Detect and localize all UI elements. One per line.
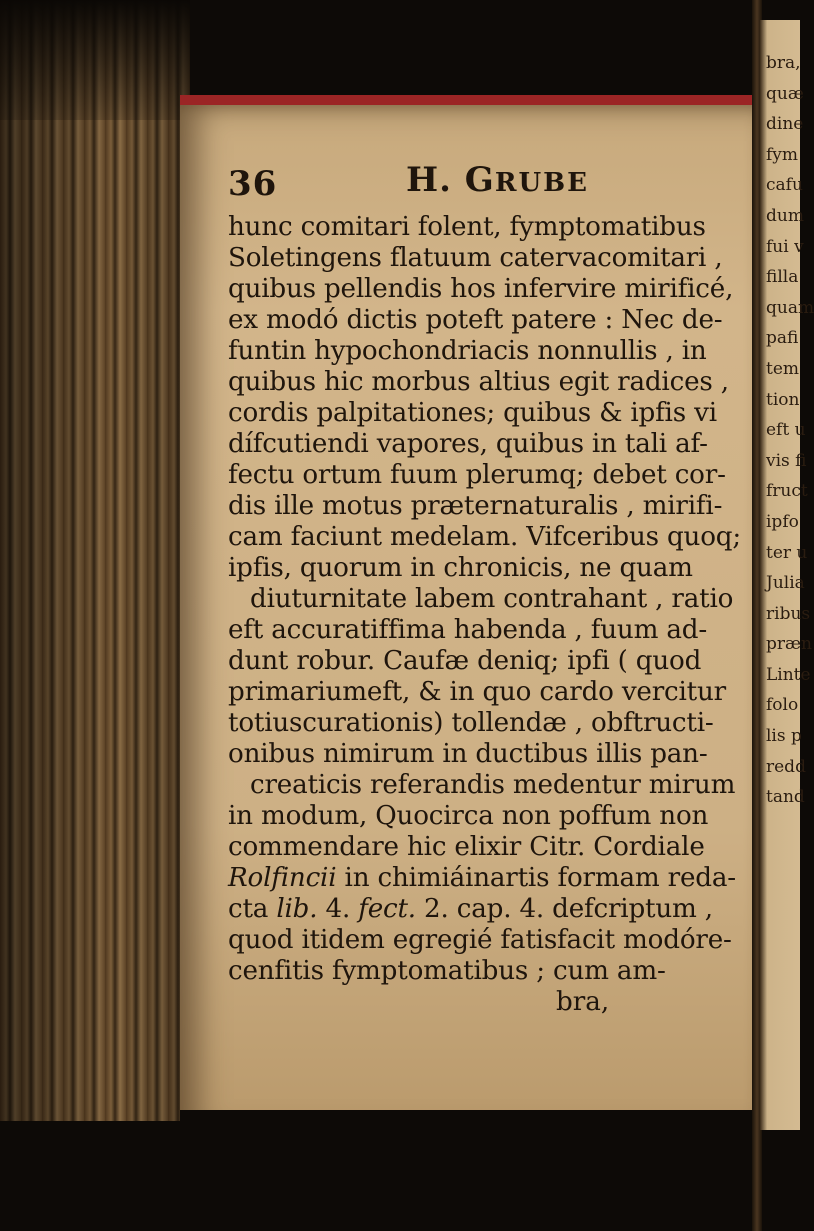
catchword: bra, <box>556 987 610 1017</box>
text-line: dífcutiendi vapores, quibus in tali af- <box>228 429 708 459</box>
next-page-line: vis fi <box>766 450 807 471</box>
spine-shadow <box>0 0 190 1231</box>
next-page-line: ribus <box>766 603 811 624</box>
text-line: in modum, Quocirca non poffum non <box>228 801 709 831</box>
text-line: creaticis referandis medentur mirum <box>250 770 736 800</box>
next-page-line: tand <box>766 787 805 808</box>
text-line: fectu ortum fuum plerumq; debet cor- <box>228 460 726 490</box>
next-page-line: quam <box>766 297 814 318</box>
text-line: cenfitis fymptomatibus ; cum am- <box>228 956 666 986</box>
spine-top-shadow <box>0 0 190 120</box>
text-line: diuturnitate labem contrahant , ratio <box>250 584 734 614</box>
running-head-rest: RUBE <box>494 168 589 198</box>
next-page-line: pafi <box>766 328 799 349</box>
next-page-line: cafu <box>766 175 803 196</box>
next-page-line: ter u <box>766 542 808 563</box>
next-page-line: ipfo <box>766 511 799 532</box>
text-line: quibus pellendis hos infervire mirificé, <box>228 274 734 304</box>
next-page-line: fui v <box>766 236 804 257</box>
next-page-line: dum <box>766 205 804 226</box>
next-page-line: tion <box>766 389 800 410</box>
body-text <box>228 212 748 987</box>
next-page-line: redd <box>766 756 806 777</box>
page-header <box>228 160 748 212</box>
page-number: 36 <box>228 164 278 204</box>
text-line: quibus hic morbus altius egit radices , <box>228 367 729 397</box>
running-head-initial: H. G <box>406 160 495 200</box>
page-text <box>228 160 748 1018</box>
next-page-line: tem <box>766 358 800 379</box>
text-line: cordis palpitationes; quibus & ipfis vi <box>228 398 717 428</box>
text-line: eft accuratiffima habenda , fuum ad- <box>228 615 707 645</box>
next-page-line: eft u <box>766 420 806 441</box>
text-line: hunc comitari folent, fymptomatibus <box>228 212 706 242</box>
next-page-line: dine <box>766 114 804 135</box>
text-line: dis ille motus præternaturalis , mirifi- <box>228 491 723 521</box>
next-page-line: fruct <box>766 481 808 502</box>
next-page-edge <box>760 20 814 1130</box>
next-page-lines <box>766 48 814 813</box>
text-line: funtin hypochondriacis nonnullis , in <box>228 336 707 366</box>
text-line: totiuscurationis) tollendæ , obftructi- <box>228 708 714 738</box>
next-page-line: fym <box>766 144 799 165</box>
next-page-line: Julia <box>766 573 805 594</box>
text-line: cta lib. 4. fect. 2. cap. 4. defcriptum , <box>228 894 713 924</box>
running-head <box>406 160 589 200</box>
next-page-line: quæ <box>766 83 804 104</box>
text-line: cam faciunt medelam. Vifceribus quoq; <box>228 522 741 552</box>
next-page-line: folo <box>766 695 799 716</box>
text-line: onibus nimirum in ductibus illis pan- <box>228 739 708 769</box>
next-page-line: Linte <box>766 664 811 685</box>
text-line: Rolfincii in chimiáinartis formam reda- <box>228 863 736 893</box>
page-bottom-shadow <box>180 1110 765 1231</box>
next-page-line: filla <box>766 267 799 288</box>
text-line: quod itidem egregié fatisfacit modóre- <box>228 925 732 955</box>
next-page-line: bra, <box>766 53 801 73</box>
next-page-line: lis p <box>766 726 802 747</box>
text-line: primariumeft, & in quo cardo vercitur <box>228 677 726 707</box>
text-line: ex modó dictis poteft patere : Nec de- <box>228 305 723 335</box>
next-page-line: præn <box>766 634 812 655</box>
text-line: ipfis, quorum in chronicis, ne quam <box>228 553 693 583</box>
text-line: Soletingens flatuum catervacomitari , <box>228 243 723 273</box>
text-line: dunt robur. Caufæ deniq; ipfi ( quod <box>228 646 702 676</box>
text-line: commendare hic elixir Citr. Cordiale <box>228 832 705 862</box>
